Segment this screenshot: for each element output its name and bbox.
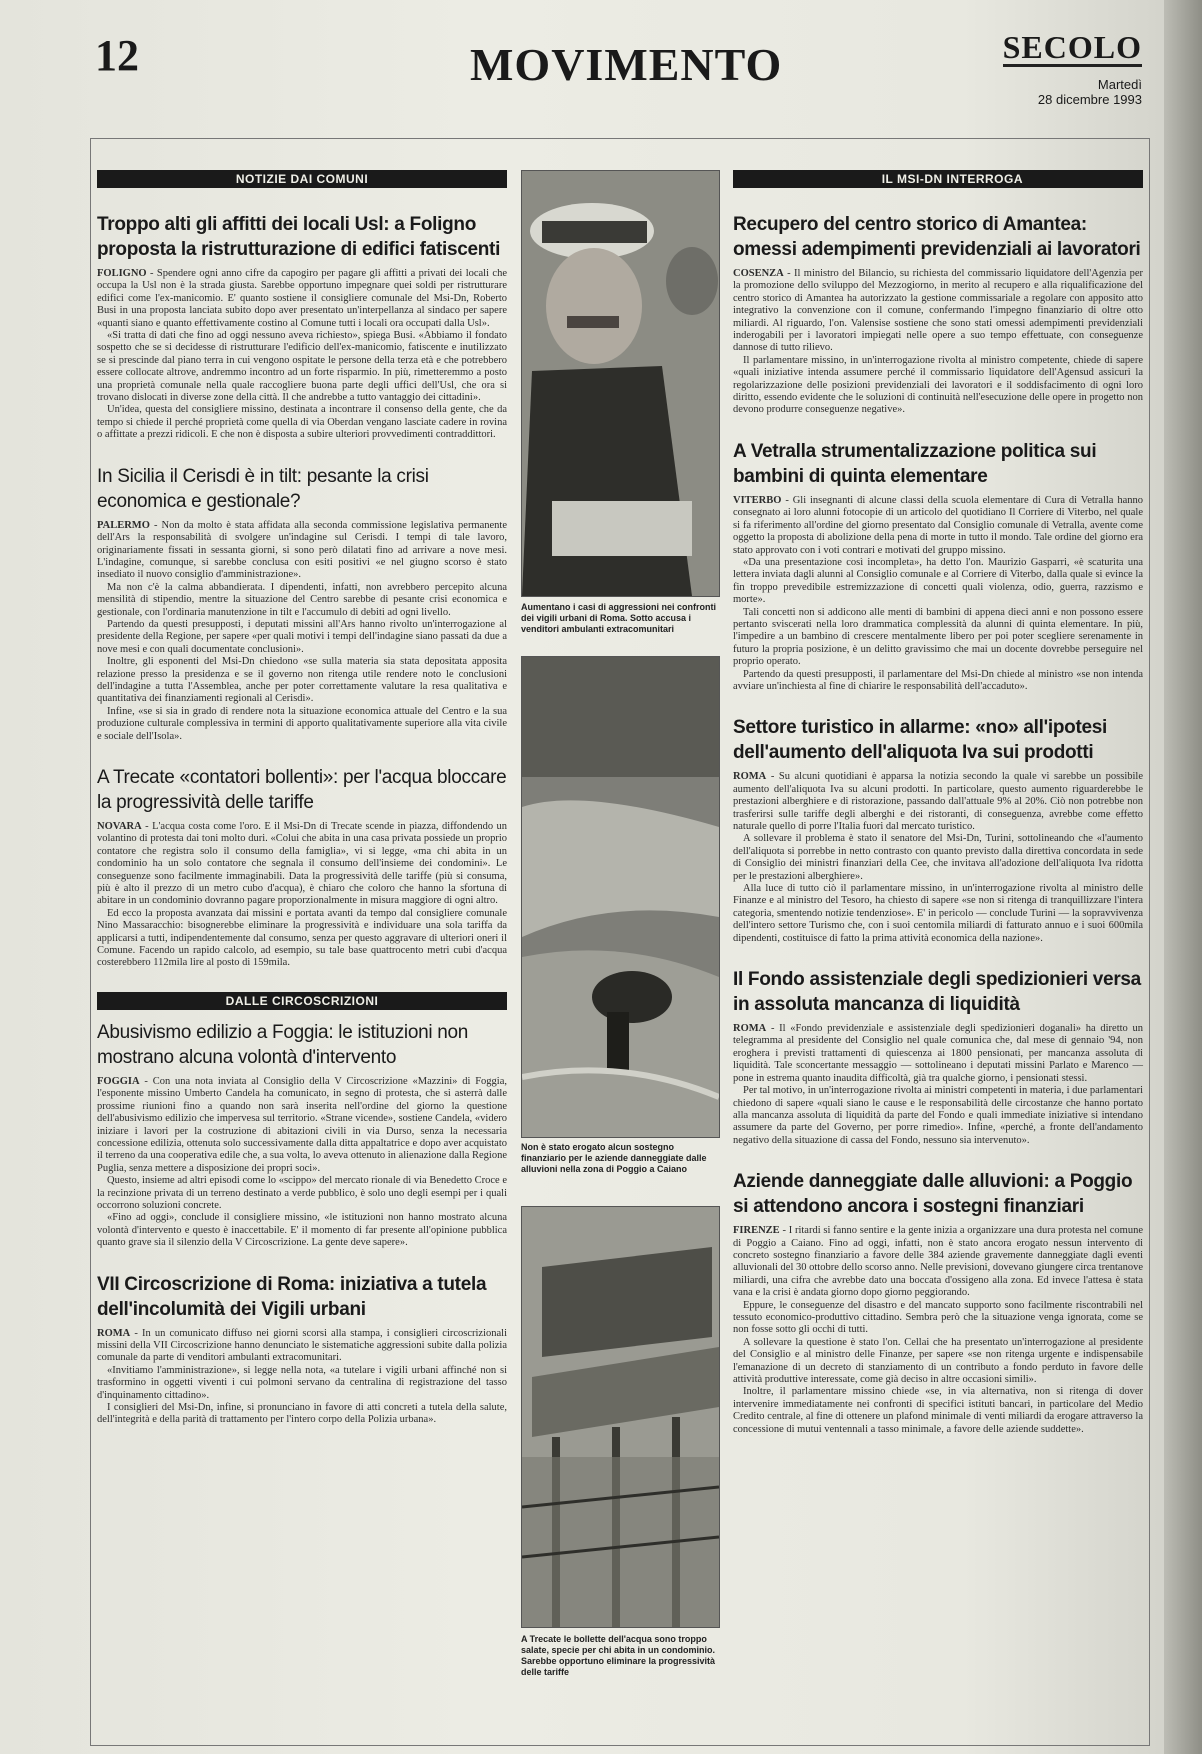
water-tower-icon [522,1207,719,1627]
article-novara [97,765,507,970]
article-headline: Settore turistico in allarme: «no» all'ipotesi dell'aumento dell'aliquota Iva sui prodotti [733,717,1107,764]
article-paragraph: NOVARA - L'acqua costa come l'oro. E il Msi-Dn di Trecate scende in piazza, diffondendo un volantino di protesta dai toni molto duri. «Colui che abita in una casa privata possiede un proprio contatore che registra solo il consumo della famiglia», vi si legge, «ma chi abita in un condominio ha un solo contatore che segnala il consumo dell'insieme dei condomini». Le conseguenze sono facilmente immaginabili. Data la progressività delle tariffe (più si consuma, più è alto il prezzo di un metro cubo d'acqua), è chiaro che coloro che hanno la sfortuna di abitare in un condominio dovranno pagare proporzionalmente in misura maggiore di ogni altro. [97,821,508,907]
article-paragraph: Il parlamentare missino, in un'interrogazione rivolta al ministro competente, chiede di sapere «quali iniziative intenda assumere perché il commissario liquidatore dell'Agensud assicuri la regolarizzazione delle posizioni previdenziali dei lavoratori e il soddisfacimento di ogni loro diritto, essendo evidente che le soluzioni di continuità nell'esecuzione delle opere in progetto non devono produrre conseguenze negative». [733,354,1143,416]
masthead-logo: SECOLO [1002,29,1142,65]
article-paragraph: Questo, insieme ad altri episodi come lo «scippo» del mercato rionale di via Benedetto Croce e la recinzione privata di un terreno destinato a verde pubblico, è solo uno degli esempi per i quali occorrono soluzioni concrete. [97,1175,507,1211]
masthead [1003,30,1142,107]
article-paragraph: Infine, «se si sia in grado di rendere nota la situazione economica attuale del Centro e la sua produzione culturale complessiva in termini di apporto qualitativamente superiore alla vita civile e sociale dell'Isola». [97,705,507,742]
left-column [97,170,507,1449]
article-paragraph: VITERBO - Gli insegnanti di alcune classi della scuola elementare di Cura di Vetralla hanno consegnato ai loro alunni fotocopie di un articolo del quotidiano Il Corriere di Viterbo, nel quale si fa riferimento all'ordine del giorno presentato dal Consiglio comunale di Vetralla, avente come oggetto la proposta di abolizione della pena di morte in tutto il mondo. Tale ordine del giorno era stato approvato con i voti contrari e motivati del gruppo missino. [733,494,1143,556]
article-dateline: FOLIGNO [97,268,147,279]
photo-caption: Aumentano i casi di aggressioni nei confronti dei vigili urbani di Roma. Sotto accusa i venditori ambulanti extracomunitari [521,602,717,634]
article-dateline: FOGGIA [97,1075,140,1087]
article-foggia [97,1020,507,1250]
article-roma-vigili [97,1272,507,1427]
article-firenze [733,1169,1143,1436]
article-paragraph: Eppure, le conseguenze del disastro e del mancato supporto sono facilmente riscontrabili nel tessuto economico-produttivo cittadino. Sembra però che la situazione venga ignorata, come se non fosse sotto gli occhi di tutti. [733,1299,1143,1336]
page-number: 12 [95,31,139,80]
photo-traffic-officer [521,170,720,597]
page-edge-shadow [1164,0,1202,1754]
article-paragraph: Partendo da questi presupposti, i deputati missini all'Ars hanno rivolto un'interrogazione al presidente della Regione, per sapere «per quali motivi i tempi dell'indagine siano passati da due a nove mesi e con quali documentate conclusioni». [97,618,507,655]
article-dateline: FIRENZE [733,1225,780,1237]
right-column [733,170,1143,1458]
article-headline: Troppo alti gli affitti dei locali Usl: a Foligno proposta la ristrutturazione di edifici fatiscenti [97,214,501,260]
article-headline: A Vetralla strumentalizzazione politica sui bambini di quinta elementare [733,440,1097,487]
article-paragraph: Un'idea, questa del consigliere missino, destinata a incontrare il consenso della gente, che da tempo si chiede il perché proprietà come quella di via Oberdan vengano lasciate cadere in rovina o affittate a prezzi ridicoli. E che non è disposta a subire ulteriori provvedimenti contraddittori. [97,404,507,441]
article-headline: In Sicilia il Cerisdi è in tilt: pesante la crisi economica e gestionale? [97,465,429,512]
article-paragraph: «Da una presentazione così incompleta», ha detto l'on. Maurizio Gasparri, «è scaturita una lettera inviata dagli alunni al Consiglio comunale e al Corriere di Viterbo, dalla quale si evince la fin troppo prevedibile estremizzazione di concetti quali violenza, odio, guerra, razzismo e morte». [733,556,1143,606]
article-paragraph: Ma non c'è la calma abbandierata. I dipendenti, infatti, non avrebbero percepito alcuna mensilità di stipendio, mentre la situazione del Centro sarebbe di pesante crisi economica e gestionale, con l'ordinaria manutenzione in tilt e l'accumulo di debiti ad ogni livello. [97,581,507,618]
article-paragraph: Tali concetti non si addicono alle menti di bambini di appena dieci anni e non possono essere pertanto sviscerati nella loro drammatica complessità da alunni di quinta elementare. In più, l'impedire a un bambino di crescere mentalmente libero per poi poter scegliere serenamente in futuro la propria posizione, è un delitto gravissimo che mai un docente dovrebbe perseguire nel proprio operato. [733,606,1143,668]
article-headline: Aziende danneggiate dalle alluvioni: a Poggio si attendono ancora i sostegni finanziari [733,1171,1133,1218]
article-paragraph: ROMA - In un comunicato diffuso nei giorni scorsi alla stampa, i consiglieri circoscrizionali missini della VII Circoscrizione hanno denunciato le sistematiche aggressioni subite dalla polizia comunale da parte di venditori ambulanti extracomunitari. [97,1327,507,1364]
article-dateline: ROMA [97,1327,131,1339]
article-headline: Recupero del centro storico di Amantea: omessi adempimenti previdenziali ai lavoratori [733,214,1141,260]
article-roma-fondo [733,967,1143,1147]
article-paragraph: FOGGIA - Con una nota inviata al Consiglio della V Circoscrizione «Mazzini» di Foggia, l'esponente missino Umberto Candela ha comunicato, in segno di protesta, che si asterrà dalle prossime riunioni fino a quando non sarà inserita nell'ordine del giorno la questione dell'abusivismo edilizio che impervesa sul territorio. «Strane vicende», sostiene Candela, «videro iniziare i lavori per la costruzione di abitazioni civili in via Durso, senza la necessaria concessione edilizia, ottenuta solo successivamente dalla ditta appaltatrice e dopo aver acquistato il terreno da una cooperativa edile che, a sua volta, lo aveva ottenuto in alienazione dalla Regione Puglia, senza mettere a disposizione dei propri soci». [97,1075,507,1174]
article-paragraph: ROMA - Il «Fondo previdenziale e assistenziale degli spedizionieri doganali» ha diretto un telegramma al presidente del Consiglio nel quale comunica che, dal mese di gennaio '94, non eroghera i previsti trattamenti di quiescenza ai 1800 pensionati, per mancanza assoluta di liquidità. Tale sconcertante messaggio — sottolineano i deputati missini Parlato e Marenco — pone in estrema quanto inaudita difficoltà, già tra qualche giorno, i pensionati stessi. [733,1023,1143,1084]
article-paragraph: «Invitiamo l'amministrazione», si legge nella nota, «a tutelare i vigili urbani affinché non si trasformino in oggetti viventi i cui polmoni servano da centralina di registrazione del tasso d'inquinamento cittadino». [97,1364,507,1401]
article-paragraph: Alla luce di tutto ciò il parlamentare missino, in un'interrogazione rivolta al ministro delle Finanze e al ministro del Tesoro, ha chiesto di sapere «se non si ritenga di tranquillizzare l'intera categoria, smentendo notizie tendenziose». E' in pericolo — conclude Turini — la sopravvivenza dell'intero settore Turismo che, con i suoi centomila miliardi di fatturato annuo e i suoi 600mila dipendenti, costituisce di fatto la prima attività economica della nazione». [733,883,1143,944]
article-paragraph: Ed ecco la proposta avanzata dai missini e portata avanti da tempo dal consigliere comunale Nino Massaracchio: bisognerebbe eliminare la progressività e individuare una sola tariffa da applicarsi a tutti, indipendentemente dal consumo, senza per questo aggravare di ulteriori oneri il Comune. Facendo un rapido calcolo, ad esempio, su tale base quattrocento metri cubi d'acqua costerebbero 112mila lire al posto di 159mila. [97,907,507,969]
photo-water-tower [521,1206,720,1628]
article-dateline: ROMA [733,1023,767,1035]
section-title: MOVIMENTO [470,39,783,90]
article-viterbo [733,439,1143,694]
article-paragraph: Inoltre, il parlamentare missino chiede «se, in via alternativa, non si ritenga di dover intervenire immediatamente nei confronti di specifici istituti bancari, in particolare del Medio Credito centrale, al fine di ottenere un plafond minimale di venti miliardi da erogare attraverso la concessione di mutui ventennali a tasso minimale, a favore delle aziende suddette». [733,1386,1143,1435]
article-paragraph: «Fino ad oggi», conclude il consigliere missino, «le istituzioni non hanno mostrato alcuna volontà d'intervento e questo è inaccettabile. E' il momento di far presente all'opinione pubblica quanto grave sia il silenzio della V Circoscrizione. La gente deve sapere». [97,1212,507,1249]
photo-caption: Non è stato erogato alcun sostegno finanziario per le aziende danneggiate dalle alluvioni nella zona di Poggio a Caiano [521,1142,707,1174]
photo-caption: A Trecate le bollette dell'acqua sono troppo salate, specie per chi abita in un condominio. Sarebbe opportuno eliminare la progressività delle tariffe [521,1634,716,1677]
article-cosenza [733,212,1143,417]
article-paragraph: COSENZA - Il ministro del Bilancio, su richiesta del commissario liquidatore dell'Agenzia per la promozione dello sviluppo del Mezzogiorno, in merito al recupero e alla riqualificazione del centro storico di Amantea ha autorizzato la gestione commissariale a regolare con apposito atto integrativo la convenzione con il comune, confermando l'impegno finanziario di oltre otto miliardi. Al riguardo, l'on. Valensise sostiene che sono stati omessi adempimenti previdenziali inderogabili per i lavoratori impiegati nelle opere a suo tempo effettuate, con conseguenze dannose di tutto rilievo. [733,268,1144,354]
section-bar-circoscrizioni: DALLE CIRCOSCRIZIONI [97,992,507,1010]
article-headline: Il Fondo assistenziale degli spedizionieri versa in assoluta mancanza di liquidità [733,969,1141,1016]
masthead-day: Martedì [1097,77,1142,92]
article-roma-iva [733,715,1143,945]
article-paragraph: FOLIGNO - Spendere ogni anno cifre da capogiro per pagare gli affitti a privati dei locali che occupa la Usl non è la strada giusta. Sarebbe opportuno impegnare quei soldi per ristrutturare edifici come l'ex-manicomio. E' quanto sostiene il consigliere comunale del Msi-Dn, Roberto Busi in una proposta lanciata subito dopo aver presentato un'interpellanza al sindaco per sapere «quanti siano e quanto effettivamente costino al Comune tutti i locali ora occupati dalla Usl». [97,268,507,329]
article-paragraph: Partendo da questi presupposti, il parlamentare del Msi-Dn chiede al ministro «se non intenda avviare un'inchiesta al fine di chiarire le responsabilità dell'accaduto». [733,668,1143,692]
article-paragraph: FIRENZE - I ritardi si fanno sentire e la gente inizia a organizzare una dura protesta nel comune di Poggio a Caiano. Fino ad oggi, infatti, non è stato ancora erogato nessun intervento di concreto sostegno finanziario a favore delle 384 aziende gravemente danneggiate dagli eventi alluvionali del 30 ottobre dello scorso anno. Nelle previsioni, dovevano giungere circa trentanove miliardi, una cifra che avrebbe dato una boccata d'ossigeno alla zona. Ed invece l'attesa è stata vana e la crisi è andata giorno dopo giorno peggiorando. [733,1225,1143,1299]
article-paragraph: A sollevare il problema è stato il senatore del Msi-Dn, Turini, sottolineando che «l'aumento dell'aliquota si porrebbe in netto contrasto con quanto previsto dalla direttiva concordata in sede di Consiglio dei ministri finanziari della Cee, che invitava all'adozione dell'aliquota Iva ridotta per le prestazioni alberghiere». [733,833,1143,882]
article-dateline: COSENZA [733,268,784,279]
flood-rescue-icon [522,657,719,1137]
article-paragraph: PALERMO - Non da molto è stata affidata alla seconda commissione legislativa permanente dell'Ars la responsabilità di svolgere un'indagine sul Cerisdi. I tempi di tale lavoro, originariamente fissati in sessanta giorni, si sono però dilatati fino ad arrivare a nove mesi. L'indagine, comunque, si sarebbe conclusa con esiti positivi «e nel giugno scorso è stato insediato il nuovo consiglio d'amministrazione». [97,519,508,581]
section-bar-interroga: IL MSI-DN INTERROGA [733,170,1143,188]
article-dateline: NOVARA [97,821,142,832]
article-paragraph: Inoltre, gli esponenti del Msi-Dn chiedono «se sulla materia sia stata depositata apposita relazione presso la presidenza e se il governo non ritenga utile rendere noto le conclusioni dell'indagine a tutta l'Assemblea, anche per poter correttamente valutare la resa qualitativa e quantitativa dei finanziamenti regionali al Cerisdi». [97,656,507,705]
article-palermo [97,464,507,743]
article-paragraph: Per tal motivo, in un'interrogazione rivolta ai ministri competenti in materia, i due parlamentari chiedono di sapere «quali siano le cause e le responsabilità delle circostanze che hanno portato alla mancanza assoluta di liquidità da parte del Fondo e quali immediate iniziative si intendano assumere da parte del Governo, per porre rimedio». Infine, «perché, a fronte dell'andamento negativo della situazione di cassa del Fondo, nessuno sia intervenuto». [733,1085,1143,1146]
article-headline: VII Circoscrizione di Roma: iniziativa a tutela dell'incolumità dei Vigili urbani [97,1273,487,1320]
article-foligno [97,212,507,442]
article-headline: A Trecate «contatori bollenti»: per l'acqua bloccare la progressività delle tariffe [97,767,507,813]
article-dateline: PALERMO [97,519,150,531]
article-dateline: VITERBO [733,494,782,506]
article-dateline: ROMA [733,771,767,783]
article-paragraph: A sollevare la questione è stato l'on. Cellai che ha presentato un'interrogazione al presidente del Consiglio e al ministro delle Finanze, per sapere «se non ritenga urgente e indispensabile l'emanazione di un decreto di stanziamento di un contributo a fondo perduto in favore delle attività produttive interessate, come già deciso in altre occasioni simili». [733,1336,1143,1385]
section-bar-notizie: NOTIZIE DAI COMUNI [97,170,507,188]
article-headline: Abusivismo edilizio a Foggia: le istituzioni non mostrano alcuna volontà d'intervento [97,1021,469,1068]
article-paragraph: «Si tratta di dati che fino ad oggi nessuno aveva richiesto», spiega Busi. «Abbiamo il fondato sospetto che se si decidesse di ristrutturare l'edificio dell'ex-manicomio, fatiscente e inutilizzato se si prescinde dal piano terra in cui vengono ospitate le persone della terza età e che potrebbero essere collocate altrove, andremmo incontro ad un forte risparmio. In più, rimetteremmo a posto una proprietà comunale nella quale raccogliere buona parte degli uffici dell'Usl, che ora si trovano dislocati in diverse zone della città. Il che andrebbe a tutto vantaggio dei cittadini». [97,330,507,404]
article-paragraph: ROMA - Su alcuni quotidiani è apparsa la notizia secondo la quale vi sarebbe un possibile aumento dell'aliquota Iva su alcuni prodotti. In particolare, questo aumento riguarderebbe le prestazioni alberghiere e di ristorazione, passando dall'attuale 9% al 20%. Ciò non potrebbe non trasferirsi sulle tariffe degli alberghi e dei ristoranti, di conseguenza, avrebbe come effetto naturale quello di porre l'Italia fuori dal mercato turistico. [733,771,1144,832]
photo-flood-rescue [521,656,720,1138]
masthead-date: 28 dicembre 1993 [1037,92,1142,107]
article-paragraph: I consiglieri del Msi-Dn, infine, si pronunciano in favore di atti concreti a tutela della salute, dell'integrità e della parità di trattamento per l'intero corpo della Polizia urbana». [97,1402,507,1426]
traffic-officer-icon [522,171,719,596]
